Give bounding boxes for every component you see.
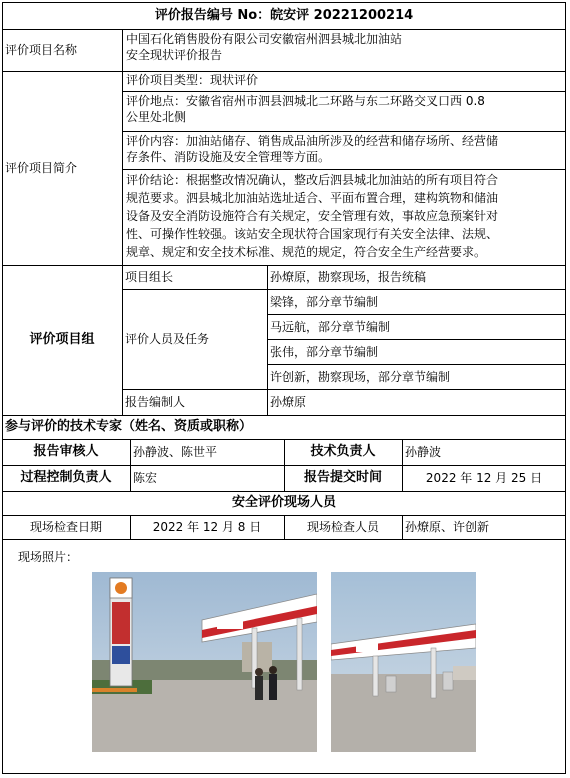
project-location-line-1: 评价地点：安徽省宿州市泗县泗城北二环路与东二环路交叉口西 0.8 (126, 94, 485, 108)
project-name-line-2: 安全现状评价报告 (126, 48, 223, 62)
team-label: 评价项目组 (29, 332, 95, 347)
report-writer-value: 孙燎原 (270, 395, 307, 409)
team-staff-3: 张伟，部分章节编制 (270, 344, 379, 359)
submit-time-label: 报告提交时间 (303, 470, 382, 485)
conclusion-line-5: 规章、规定和安全技术标准、规范的规定，符合安全生产经营要求。 (126, 245, 487, 259)
conclusion-line-4: 性、可操作性较强。该站安全现状符合国家现行有关安全法律、法规、 (126, 227, 499, 241)
project-name-line-1: 中国石化销售股份有限公司安徽宿州泗县城北加油站 (126, 32, 403, 46)
conclusion-line-2: 规范要求。泗县城北加油站选址适合、平面布置合理，建构筑物和储油 (126, 191, 499, 205)
site-photos-label: 现场照片： (18, 550, 79, 564)
site-staff-label: 现场检查人员 (306, 520, 379, 534)
site-date-value: 2022 年 12 月 8 日 (152, 520, 262, 534)
team-staff-2: 马远航，部分章节编制 (270, 319, 391, 334)
process-control-value: 陈宏 (133, 471, 158, 485)
report-number-heading: 评价报告编号 No：皖安评 20221200214 (154, 7, 414, 23)
tech-lead-value: 孙静波 (405, 445, 442, 459)
team-leader-label: 项目组长 (125, 270, 174, 284)
report-writer-label: 报告编制人 (125, 395, 186, 409)
project-location-line-2: 公里处北侧 (126, 110, 187, 124)
submit-time-value: 2022 年 12 月 25 日 (425, 471, 543, 485)
team-staff-1: 梁锋，部分章节编制 (270, 294, 379, 309)
team-staff-label: 评价人员及任务 (125, 332, 210, 346)
reviewer-value: 孙静波、陈世平 (133, 445, 218, 459)
project-content-line-2: 存条件、消防设施及安全管理等方面。 (126, 150, 331, 164)
project-intro-label: 评价项目简介 (5, 161, 78, 175)
project-type: 评价项目类型：现状评价 (126, 73, 259, 87)
project-name-label: 评价项目名称 (5, 43, 78, 57)
project-conclusion (126, 171, 564, 263)
process-control-label: 过程控制负责人 (20, 470, 112, 485)
site-date-label: 现场检查日期 (29, 520, 102, 534)
team-staff-4: 许创新，勘察现场，部分章节编制 (270, 369, 451, 384)
site-photo-1 (92, 572, 317, 752)
project-name-value (126, 31, 564, 71)
conclusion-line-1: 评价结论：根据整改情况确认，整改后泗县城北加油站的所有项目符合 (126, 173, 499, 187)
experts-heading: 参与评价的技术专家（姓名、资质或职称） (5, 419, 253, 434)
team-leader-value: 孙燎原，勘察现场，报告统稿 (270, 270, 427, 284)
project-content-line-1: 评价内容：加油站储存、销售成品油所涉及的经营和储存场所、经营储 (126, 134, 499, 148)
site-staff-value: 孙燎原、许创新 (405, 520, 490, 534)
reviewer-label: 报告审核人 (33, 444, 99, 459)
project-location (126, 93, 564, 129)
site-photo-2 (331, 572, 476, 752)
conclusion-line-3: 设备及安全消防设施符合有关规定，安全管理有效，事故应急预案针对 (126, 209, 499, 223)
site-personnel-heading: 安全评价现场人员 (231, 495, 336, 510)
evaluation-report-form (2, 2, 566, 774)
project-content (126, 133, 564, 169)
tech-lead-label: 技术负责人 (310, 444, 376, 459)
